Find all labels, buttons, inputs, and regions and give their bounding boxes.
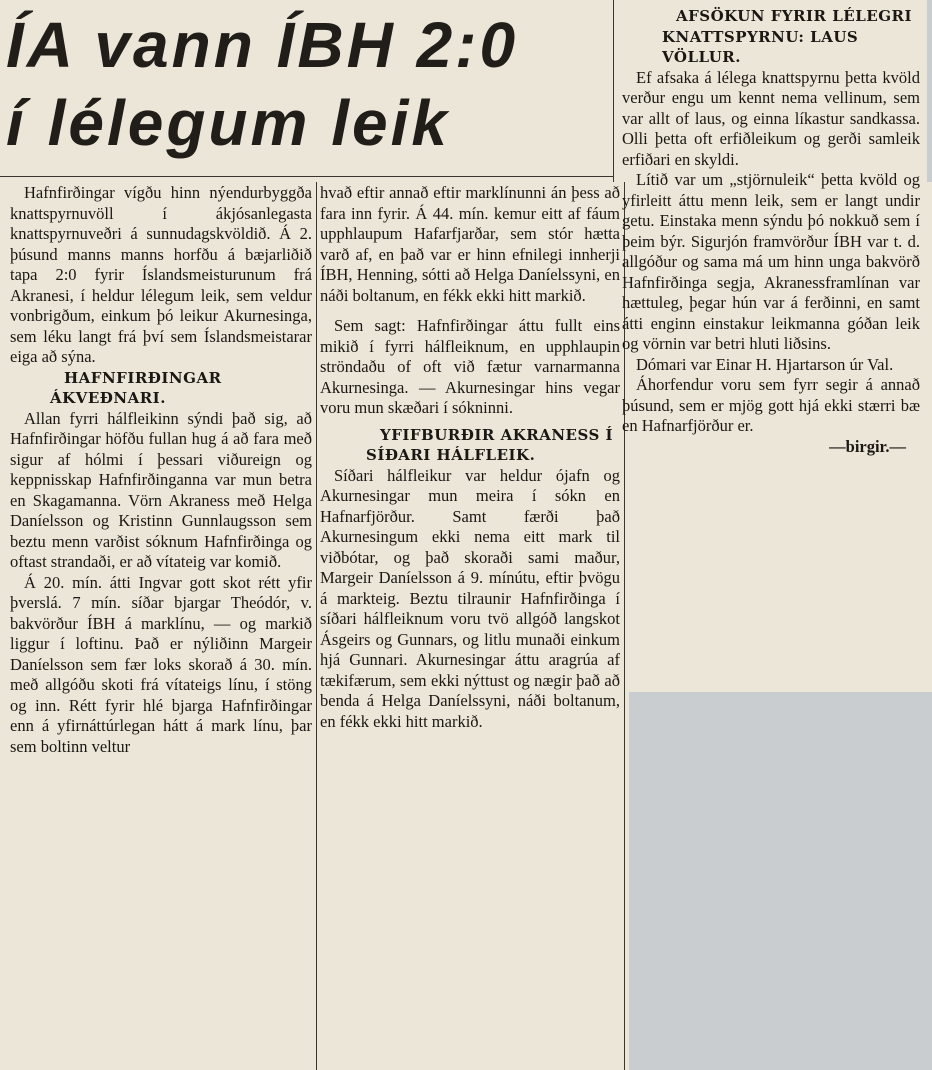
article-column-2 [320,183,620,732]
author-signature: —birgir.— [829,436,906,456]
headline-line-2: í lélegum leik [6,87,450,159]
subheading: HAFNFIRÐINGAR ÁKVEÐNARI. [50,368,222,407]
headline-rule [0,176,614,177]
article-column-3 [622,6,920,457]
headline [6,6,606,162]
paragraph: Lítið var um „stjörnuleik“ þetta kvöld og yfirleitt áttu menn leik, sem er langt undir getu. Einstaka menn sýndu þó nokkuð sem í þeim býr. Sigurjón framvörður ÍBH var t. d. allgóður og sama má um hinn unga bakvörð Hafnfirðinga segja, Akranessframlínan var hættuleg, þegar hún var á ferðinni, en samt átti enginn einstakur leikmanna góðan leik og vörnin var betri hluti liðsins. [622,170,920,353]
paragraph: Á 20. mín. átti Ingvar gott skot rétt yfir þverslá. 7 mín. síðar bjargar Theódór, v. bakvörður ÍBH á marklínu, — og markið liggur í loftinu. Það er nýliðinn Margeir Daníelsson sem fær loks skorað á 30. mín. með allgóðu skoti frá vítateigs línu, í stöng og inn. Rétt fyrir hlé bjarga Hafnfirðingar enn á yfirnáttúrlegan hátt á mark línu, þar sem boltinn veltur [10,572,312,756]
column-rule [613,0,614,182]
headline-line-1: ÍA vann ÍBH 2:0 [6,9,519,81]
subheading: AFSÖKUN FYRIR LÉLEGRI KNATTSPYRNU: LAUS VÖLLUR. [662,7,912,66]
article-column-1 [10,183,312,757]
column-rule [316,182,317,1070]
paragraph: Sem sagt: Hafnfirðingar áttu fullt eins mikið í fyrri hálfleiknum, en upphlaupin ströndaðu of oft við fætur varnarmanna Akurnesinga. — Akurnesingar hins vegar voru mun skæðari í sókninni. [320,316,620,417]
paragraph: Áhorfendur voru sem fyrr segir á annað þúsund, sem er mjög gott hjá ekki stærri bæ en Hafnarfjörður er. [622,375,920,435]
paragraph: hvað eftir annað eftir marklínunni án þess að fara inn fyrir. Á 44. mín. kemur eitt af fáum upphlaupum Hafarfjarðar, sem stór hætta varð af, en það var er hinn efnilegi innherji ÍBH, Henning, sótti að Helga Daníelssyni, en náði boltanum, en fékk ekki hitt markið. [320,183,620,305]
paragraph: Dómari var Einar H. Hjartarson úr Val. [636,354,894,374]
paragraph: Allan fyrri hálfleikinn sýndi það sig, að Hafnfirðingar höfðu fullan hug á að fara með sigur af hólmi í þessari viðureign og keppnisskap Hafnfirðinganna var mun betra en Skagamanna. Vörn Akraness með Helga Daníelsson og Kristinn Gunnlaugsson sem beztu menn varðist sóknum Hafnfirðinga og oftast strandaði, er að vítateig var komið. [10,408,312,571]
paragraph: Ef afsaka á lélega knattspyrnu þetta kvöld verður engu um kennt nema vellinum, sem var allt of laus, og einna líkastur sandkassa. Olli þetta oft erfiðleikum og gerði samleik erfiðari en skyldi. [622,67,920,169]
paragraph: Síðari hálfleikur var heldur ójafn og Akurnesingar mun meira í sókn en Hafnarfjörður. Samt færði það Akurnesingum ekki nema eitt mark til viðbótar, og það skoraði sami maður, Margeir Daníelsson á 9. mínútu, eftir þvögu á markteig. Beztu tilraunir Hafnfirðinga í síðari hálfleiknum voru tvö allgóð langskot Ásgeirs og Gunnars, og litlu munaði einkum hjá Gunnari. Akurnesingar áttu aragrúa af tækifærum, sem ekki nýttust og nægir það að benda á Helga Daníelssyni, náði boltanum, en fékk ekki hitt markið. [320,465,620,731]
subheading: YFIFBURÐIR AKRANESS Í SÍÐARI HÁLFLEIK. [366,425,614,464]
paragraph: Hafnfirðingar vígðu hinn nýendurbyggða knattspyrnuvöll í ákjósanlegasta knattspyrnuveðri á sunnudagskvöldið. Á 2. þúsund manns manns horfðu á bæjarliðið tapa 2:0 fyrir Íslandsmeisturunum frá Akranesi, í heldur lélegum leik, sem veldur vonbrigðum, einkum þó leikur Akurnesinga, sem léku langt frá því sem Íslandsmeistarar eiga að sýna. [10,183,312,366]
